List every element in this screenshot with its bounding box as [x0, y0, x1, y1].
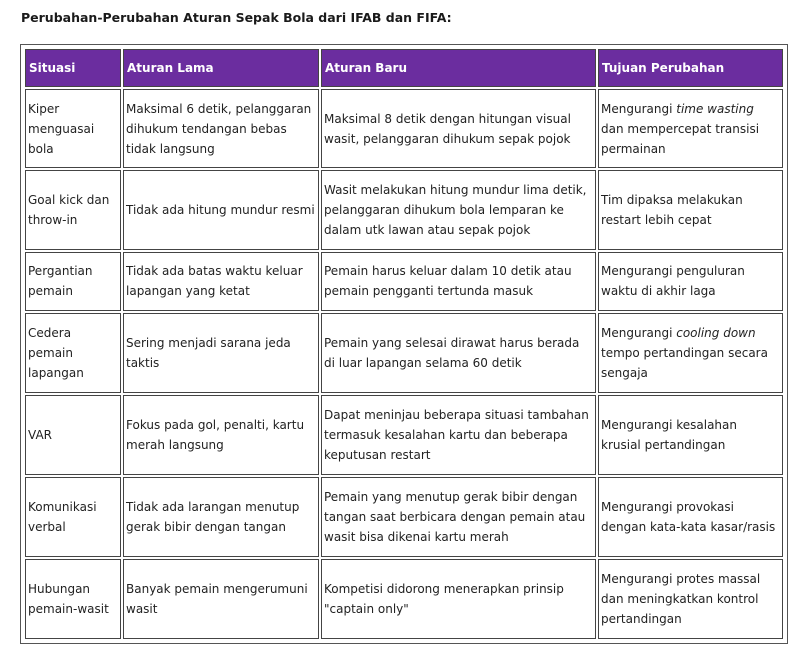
header-aturan-baru: Aturan Baru — [321, 49, 596, 87]
cell-aturan-baru: Dapat meninjau beberapa situasi tambahan termasuk kesalahan kartu dan beberapa keputusan restart — [321, 395, 596, 475]
cell-situasi: Goal kick dan throw-in — [25, 170, 121, 250]
cell-aturan-lama: Banyak pemain mengerumuni wasit — [123, 559, 319, 639]
cell-aturan-baru: Wasit melakukan hitung mundur lima detik, pelanggaran dihukum bola lemparan ke dalam utk lawan atau sepak pojok — [321, 170, 596, 250]
tujuan-emphasis: time wasting — [676, 101, 754, 116]
cell-tujuan — [598, 559, 783, 639]
tujuan-text: Mengurangi provokasi dengan kata-kata kasar/rasis — [601, 499, 776, 534]
cell-situasi: Kiper menguasai bola — [25, 89, 121, 168]
tujuan-text: dan mempercepat transisi permainan — [601, 121, 760, 156]
cell-aturan-baru: Kompetisi didorong menerapkan prinsip "captain only" — [321, 559, 596, 639]
table-row — [25, 252, 783, 311]
tujuan-text: Mengurangi — [601, 325, 677, 340]
table-row — [25, 170, 783, 250]
cell-tujuan — [598, 395, 783, 475]
rules-table — [23, 47, 785, 641]
table-row — [25, 395, 783, 475]
table-row — [25, 313, 783, 393]
cell-aturan-lama: Maksimal 6 detik, pelanggaran dihukum tendangan bebas tidak langsung — [123, 89, 319, 168]
cell-situasi: Hubungan pemain-wasit — [25, 559, 121, 639]
cell-situasi: Komunikasi verbal — [25, 477, 121, 557]
cell-tujuan — [598, 252, 783, 311]
cell-situasi: Pergantian pemain — [25, 252, 121, 311]
cell-tujuan — [598, 313, 783, 393]
cell-aturan-lama: Tidak ada hitung mundur resmi — [123, 170, 319, 250]
cell-tujuan — [598, 170, 783, 250]
header-tujuan-perubahan: Tujuan Perubahan — [598, 49, 783, 87]
cell-aturan-lama: Fokus pada gol, penalti, kartu merah langsung — [123, 395, 319, 475]
tujuan-text: Mengurangi protes massal dan meningkatkan kontrol pertandingan — [601, 571, 761, 626]
table-row — [25, 89, 783, 168]
rules-table-frame — [20, 44, 788, 644]
header-situasi: Situasi — [25, 49, 121, 87]
cell-situasi: Cedera pemain lapangan — [25, 313, 121, 393]
cell-aturan-lama: Tidak ada larangan menutup gerak bibir dengan tangan — [123, 477, 319, 557]
cell-aturan-baru: Maksimal 8 detik dengan hitungan visual wasit, pelanggaran dihukum sepak pojok — [321, 89, 596, 168]
cell-aturan-baru: Pemain yang menutup gerak bibir dengan tangan saat berbicara dengan pemain atau wasit bisa dikenai kartu merah — [321, 477, 596, 557]
cell-aturan-baru: Pemain harus keluar dalam 10 detik atau pemain pengganti tertunda masuk — [321, 252, 596, 311]
cell-aturan-lama: Tidak ada batas waktu keluar lapangan yang ketat — [123, 252, 319, 311]
table-row — [25, 559, 783, 639]
tujuan-text: Mengurangi penguluran waktu di akhir laga — [601, 264, 745, 299]
cell-aturan-baru: Pemain yang selesai dirawat harus berada di luar lapangan selama 60 detik — [321, 313, 596, 393]
tujuan-text: tempo pertandingan secara sengaja — [601, 345, 768, 380]
tujuan-emphasis: cooling down — [676, 325, 756, 340]
cell-aturan-lama: Sering menjadi sarana jeda taktis — [123, 313, 319, 393]
tujuan-text: Mengurangi kesalahan krusial pertandingan — [601, 417, 737, 452]
page-title: Perubahan-Perubahan Aturan Sepak Bola dari IFAB dan FIFA: — [21, 10, 452, 25]
header-row — [25, 49, 783, 87]
cell-tujuan — [598, 477, 783, 557]
tujuan-text: Tim dipaksa melakukan restart lebih cepat — [601, 193, 743, 228]
cell-situasi: VAR — [25, 395, 121, 475]
header-aturan-lama: Aturan Lama — [123, 49, 319, 87]
cell-tujuan — [598, 89, 783, 168]
tujuan-text: Mengurangi — [601, 101, 677, 116]
table-row — [25, 477, 783, 557]
